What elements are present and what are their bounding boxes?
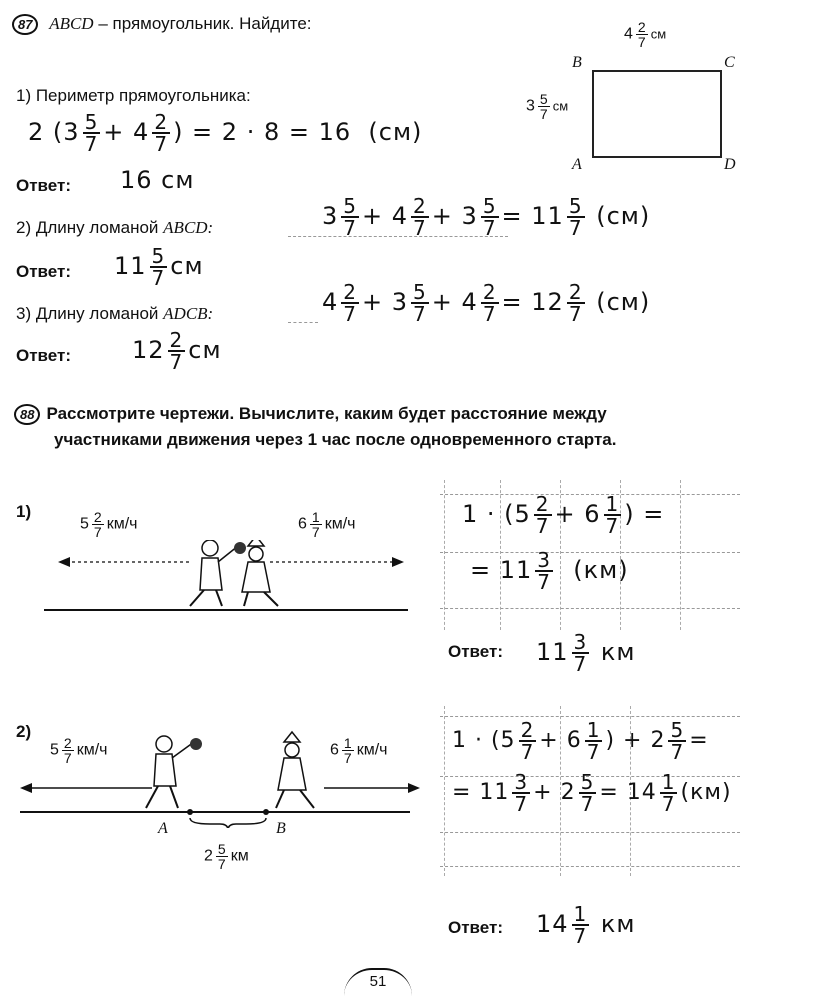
p2-right-arrowhead <box>408 783 420 793</box>
q3-text: 3) Длину ломаной ADCB: <box>16 304 214 323</box>
p1-label: 1) <box>16 502 32 521</box>
p2-diagram <box>14 728 424 828</box>
p1-walker-left <box>190 540 246 606</box>
p1-answer: 11 $\frac{3}{7}$ км <box>536 630 636 676</box>
answer-3: 12 $\frac{2}{7}$ см <box>132 328 222 374</box>
p2-distance-brace <box>190 818 266 828</box>
p2-walker-left <box>146 736 202 808</box>
p1-walker-right <box>242 540 278 606</box>
p2-right-speed: 6 $\frac{1}{7}$ км/ч <box>330 735 388 766</box>
vertex-b-label: B <box>572 54 582 71</box>
p2-point-b <box>263 809 269 815</box>
p2-left-speed: 5 $\frac{2}{7}$ км/ч <box>50 735 108 766</box>
q2-solution: 3 $\frac{5}{7}$ + 4 $\frac{2}{7}$ + 3 $\frac{5}{7}$ = 11 $\frac{5}{7}$ (см) <box>322 194 651 240</box>
q1-text: 1) Периметр прямоугольника: <box>16 86 251 105</box>
answer-label-3: Ответ: <box>16 346 71 365</box>
q3-answer-line <box>288 322 318 323</box>
p1-left-speed: 5 $\frac{2}{7}$ км/ч <box>80 509 138 540</box>
task87-heading <box>12 14 312 35</box>
task87-number: 87 <box>12 14 38 35</box>
rect-top-length: 4 $\frac{2}{7}$ см <box>624 19 667 50</box>
answer-2: 11 $\frac{5}{7}$ см <box>114 244 204 290</box>
q1-solution: 2 (3 $\frac{5}{7}$ + 4 $\frac{2}{7}$ ) = 2 · 8 = 16 (см) <box>28 110 423 156</box>
q2-text: 2) Длину ломаной ABCD: <box>16 218 214 237</box>
p1-right-arrowhead <box>392 557 404 567</box>
p2-a-label: A <box>158 820 168 837</box>
answer-label-1: Ответ: <box>16 176 71 195</box>
answer-label-2: Ответ: <box>16 262 71 281</box>
q3-solution: 4 $\frac{2}{7}$ + 3 $\frac{5}{7}$ + 4 $\frac{2}{7}$ = 12 $\frac{2}{7}$ (см) <box>322 280 651 326</box>
p1-solution-line1: 1 · (5 $\frac{2}{7}$ + 6 $\frac{1}{7}$ ) = <box>462 492 665 538</box>
task87-heading-text: – прямоугольник. Найдите: <box>98 14 312 33</box>
p1-answer-label: Ответ: <box>448 642 503 661</box>
vertex-a-label: A <box>572 156 582 173</box>
p2-solution-line2: = 11 $\frac{3}{7}$ + 2 $\frac{5}{7}$ = 14 $\frac{1}{7}$ (км) <box>452 770 732 816</box>
answer-1: 16 см <box>120 166 195 194</box>
page-number: 51 <box>344 968 412 996</box>
rectangle-shape <box>592 70 722 158</box>
rect-left-length: 3 $\frac{5}{7}$ см <box>526 91 569 122</box>
p1-right-speed: 6 $\frac{1}{7}$ км/ч <box>298 509 356 540</box>
p1-left-arrowhead <box>58 557 70 567</box>
p2-left-arrowhead <box>20 783 32 793</box>
p2-answer-label: Ответ: <box>448 918 503 937</box>
p2-point-a <box>187 809 193 815</box>
p2-label: 2) <box>16 722 32 741</box>
task88-heading: 88 Рассмотрите чертежи. Вычислите, каким будет расстояние между <box>14 404 607 425</box>
p2-b-label: B <box>276 820 286 837</box>
vertex-c-label: C <box>724 54 735 71</box>
p1-diagram <box>40 540 420 620</box>
task87-var: ABCD <box>49 14 94 33</box>
p2-solution-line1: 1 · (5 $\frac{2}{7}$ + 6 $\frac{1}{7}$ ) + 2 $\frac{5}{7}$ = <box>452 718 709 764</box>
p2-answer: 14 $\frac{1}{7}$ км <box>536 902 636 948</box>
p2-distance: 2 $\frac{5}{7}$ км <box>204 841 249 872</box>
task88-number: 88 <box>14 404 40 425</box>
p2-walker-right <box>276 732 314 808</box>
p1-solution-line2: = 11 $\frac{3}{7}$ (км) <box>470 548 629 594</box>
task88-heading-line2: участниками движения через 1 час после одновременного старта. <box>54 430 617 449</box>
vertex-d-label: D <box>724 156 736 173</box>
